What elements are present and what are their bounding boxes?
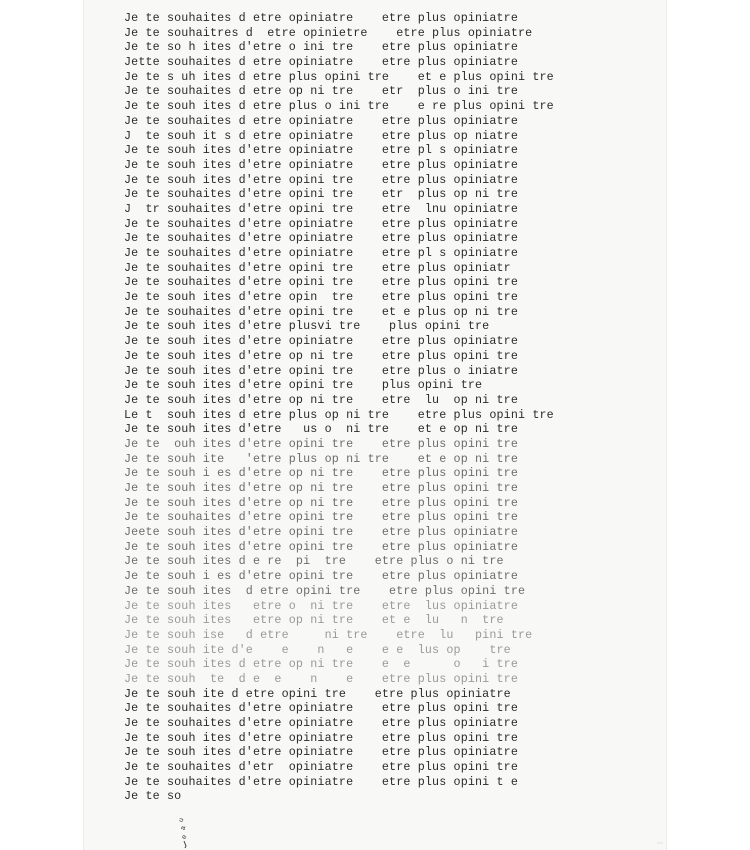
- typed-line: Je te souhaites d'etre opini tre etre plus opini tre: [124, 510, 518, 525]
- typed-line: Jette souhaites d etre opiniatre etre plus opiniatre: [124, 55, 518, 70]
- typed-line: Je te souh ites d'etre us o ni tre et e op ni tre: [124, 422, 518, 437]
- typed-line: Je te souhaites d'etre opini tre et e plus op ni tre: [124, 304, 518, 319]
- typed-line: Jeete souh ites d'etre opini tre etre plus opiniatre: [124, 525, 518, 540]
- typed-line: Je te souh ites d'etre opiniatre etre plus opiniatre: [124, 745, 518, 760]
- typed-line: Je te souhaites d etre opiniatre etre plus opiniatre: [124, 11, 518, 25]
- typed-line: Je te souh ites d'etre opini tre etre plus opiniatre: [124, 539, 518, 554]
- typed-line: Je te ouh ites d'etre opini tre etre plus opini tre: [124, 436, 518, 451]
- typed-line: J te souh it s d etre opiniatre etre plus op niatre: [124, 128, 518, 143]
- typed-line: Je te souh ites d'etre opini tre plus opini tre: [124, 378, 483, 393]
- typed-line: Je te souh ites d e re pi tre etre plus o ni tre: [124, 554, 504, 569]
- typed-line: Je te souh ite d'e e n e e e lus op tre: [124, 642, 511, 657]
- typed-line: Je te souh i es d'etre opini tre etre plus opiniatre: [124, 569, 518, 584]
- typed-line: Je te souhaites d'etre opiniatre etre plus opini t e: [124, 774, 518, 789]
- scattered-letters-mark: [176, 813, 192, 849]
- typed-line: Je te souh ites d'etre opiniatre etre plus opiniatre: [124, 157, 518, 172]
- typed-line: Le t souh ites d etre plus op ni tre etre plus opini tre: [124, 407, 554, 422]
- typed-line: Je te souhaites d'etre opini tre etr plus op ni tre: [124, 187, 518, 202]
- typed-line: Je te souhaites d etre opiniatre etre plus opiniatre: [124, 113, 518, 128]
- typed-line: Je te souhaites d'etre opini tre etre plus opiniatr: [124, 260, 511, 275]
- typed-line: Je te souh ites d'etre opiniatre etre plus opini tre: [124, 730, 518, 745]
- typed-line: Je te souh ites d etre op ni tre e e o i tre: [124, 657, 518, 672]
- svg-text:u: u: [177, 817, 187, 824]
- typed-line: Je te souh ites etre o ni tre etre lus opiniatre: [124, 598, 518, 613]
- typed-line: Je te souh ites d etre plus o ini tre e re plus opini tre: [124, 99, 554, 114]
- typed-line: Je te souh ites d'etre opiniatre etre pl s opiniatre: [124, 143, 518, 158]
- typed-line: Je te souh ites d'etre opin tre etre plus opini tre: [124, 290, 518, 305]
- typed-line: Je te souhaites d'etr opiniatre etre plus opini tre: [124, 760, 518, 775]
- svg-text:a: a: [179, 825, 189, 831]
- typed-line: Je te souh te d e e n e etre plus opini tre: [124, 671, 518, 686]
- typed-line: Je te souh ites d'etre op ni tre etre lu op ni tre: [124, 392, 518, 407]
- typed-line: Je te souhaites d'etre opiniatre etre pl s opiniatre: [124, 246, 518, 260]
- typed-line: Je te souh ites d'etre op ni tre etre plus opini tre: [124, 481, 518, 495]
- typed-line: Je te souhaitres d etre opinietre etre plus opiniatre: [124, 25, 533, 40]
- typed-line: Je te souh ites d'etre plusvi tre plus opini tre: [124, 319, 490, 334]
- typed-line: Je te souhaites d'etre opiniatre etre plus opini tre: [124, 701, 518, 716]
- typed-line: J tr souhaites d'etre opini tre etre lnu opiniatre: [124, 201, 518, 216]
- typed-line: Je te souh ites d'etre op ni tre etre plus opini tre: [124, 348, 518, 363]
- typed-line: Je te souh ite d etre opini tre etre plus opiniatre: [124, 686, 511, 701]
- typed-line: Je te so: [124, 789, 182, 804]
- typewritten-text-block: [124, 11, 554, 804]
- typed-line: Je te souh ites d'etre opini tre etre plus opiniatre: [124, 172, 518, 187]
- typed-line: Je te so h ites d'etre o ini tre etre plus opiniatre: [124, 40, 518, 55]
- typed-line: Je te souhaites d'etre opini tre etre plus opini tre: [124, 275, 518, 290]
- typed-line: Je te souh ise d etre ni tre etre lu pini tre: [124, 627, 533, 642]
- typed-line: Je te s uh ites d etre plus opini tre et e plus opini tre: [124, 69, 554, 84]
- typed-line: Je te souhaites d'etre opiniatre etre plus opiniatre: [124, 231, 518, 246]
- typed-line: Je te souhaites d'etre opiniatre etre plus opiniatre: [124, 716, 518, 730]
- typed-line: Je te souh ite 'etre plus op ni tre et e op ni tre: [124, 451, 518, 466]
- typewritten-page: [84, 0, 666, 850]
- typed-line: Je te souhaites d etre op ni tre etr plus o ini tre: [124, 84, 518, 99]
- svg-text:e: e: [180, 833, 190, 841]
- typed-line: Je te souhaites d'etre opiniatre etre plus opiniatre: [124, 216, 518, 231]
- typed-line: Je te souh i es d'etre op ni tre etre plus opini tre: [124, 466, 518, 481]
- typed-line: Je te souh ites etre op ni tre et e lu n tre: [124, 613, 504, 628]
- typed-line: Je te souh ites d'etre opiniatre etre plus opiniatre: [124, 334, 518, 349]
- corner-mark: ⋯: [657, 841, 663, 847]
- typed-line: Je te souh ites d'etre op ni tre etre plus opini tre: [124, 495, 518, 510]
- typed-line: Je te souh ites d etre opini tre etre plus opini tre: [124, 583, 526, 598]
- typed-line: Je te souh ites d'etre opini tre etre plus o iniatre: [124, 363, 518, 378]
